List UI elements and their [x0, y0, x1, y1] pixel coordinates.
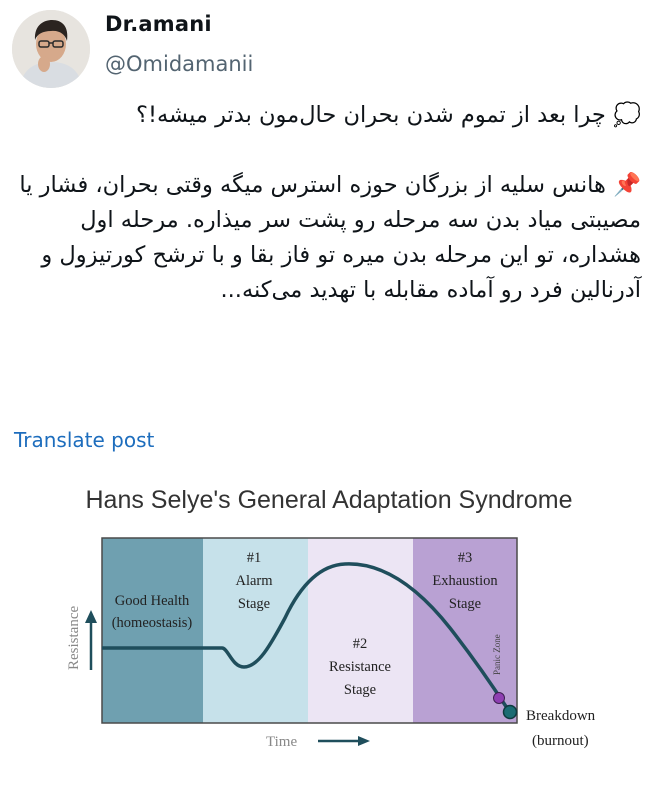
good-health-sublabel: (homeostasis): [111, 615, 193, 631]
breakdown-label: Breakdown: [526, 708, 596, 724]
alarm-number: #1: [246, 550, 262, 566]
diagram-title: Hans Selye's General Adaptation Syndrome: [85, 486, 573, 514]
resistance-number: #2: [352, 636, 368, 652]
breakdown-point: [504, 706, 517, 719]
burnout-label: (burnout): [532, 733, 589, 749]
panic-zone-label: Panic Zone: [492, 634, 502, 675]
resistance-label: Resistance: [328, 659, 392, 675]
exhaustion-number: #3: [457, 550, 473, 566]
exhaustion-sublabel: Stage: [448, 596, 482, 612]
alarm-label: Alarm: [235, 573, 273, 589]
good-health-label: Good Health: [114, 593, 190, 609]
x-axis-label: Time: [266, 734, 298, 750]
avatar[interactable]: [12, 10, 90, 88]
author-display-name[interactable]: Dr.amani: [105, 12, 212, 36]
profile-photo: [12, 10, 90, 88]
y-axis-label: Resistance: [66, 605, 82, 670]
post-image-diagram[interactable]: [0, 470, 659, 790]
post-line-question: 💭 چرا بعد از تموم شدن بحران حال‌مون بدتر میشه!؟: [136, 102, 641, 128]
post-body: 📌 هانس سلیه از بزرگان حوزه استرس میگه وقتی بحران، فشار یا مصیبتی میاد بدن سه مرحله رو پشت سر میذاره. مرحله اول هشداره، تو این مرحله بدن میره تو فاز بقا و با ترشح کورتیزول و آدرنالین فرد رو آماده مقابله با تهدید می‌کنه...: [19, 172, 641, 303]
panic-point: [494, 693, 505, 704]
author-handle[interactable]: @Omidamanii: [105, 52, 254, 76]
post-text: [16, 98, 641, 308]
alarm-sublabel: Stage: [237, 596, 271, 612]
resistance-sublabel: Stage: [343, 682, 377, 698]
exhaustion-label: Exhaustion: [432, 573, 498, 589]
translate-post-link[interactable]: Translate post: [14, 428, 155, 452]
